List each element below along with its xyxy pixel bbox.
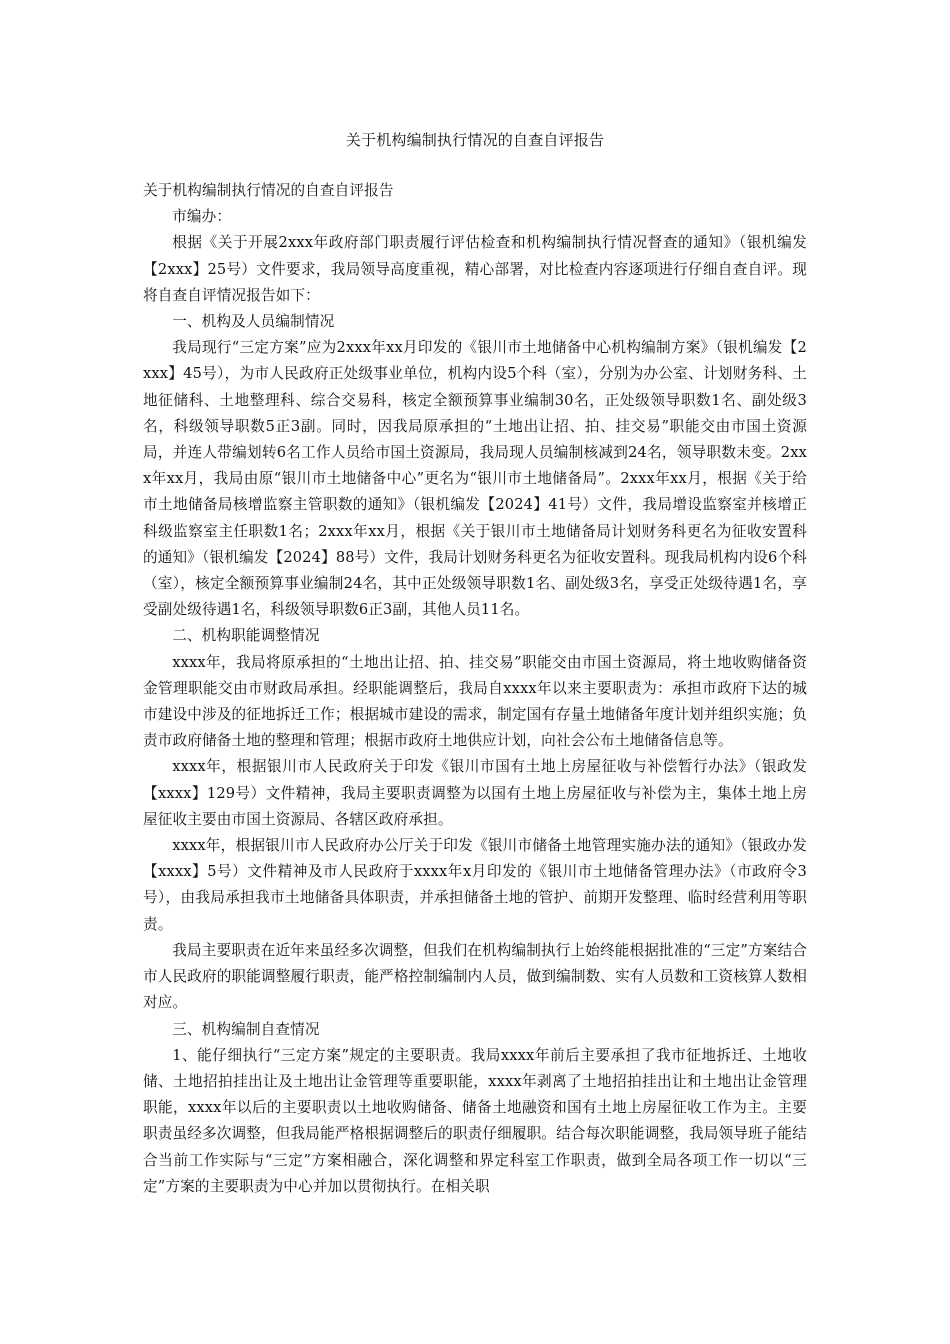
section-heading-1: 一、机构及人员编制情况 — [172, 313, 335, 331]
document-body — [143, 178, 807, 1200]
paragraph-section-2-b: xxxx年，根据银川市人民政府关于印发《银川市国有土地上房屋征收与补偿暂行办法》（银政发【xxxx】129号）文件精神，我局主要职责调整为以国有土地上房屋征收与补偿为主，集体土地上房屋征收主要由市国土资源局、各辖区政府承担。 — [143, 758, 807, 828]
salutation: 市编办： — [172, 208, 232, 226]
section-heading-3: 三、机构编制自查情况 — [172, 1020, 320, 1038]
paragraph-intro: 根据《关于开展2xxx年政府部门职责履行评估检查和机构编制执行情况督查的通知》（银机编发【2xxx】25号）文件要求，我局领导高度重视，精心部署，对比检查内容逐项进行仔细自查自评。现将自查自评情况报告如下： — [143, 234, 807, 304]
paragraph-section-1: 我局现行“三定方案”应为2xxx年xx月印发的《银川市土地储备中心机构编制方案》（银机编发【2xxx】45号），为市人民政府正处级事业单位，机构内设5个科（室），分别为办公室、计划财务科、土地征储科、土地整理科、综合交易科，核定全额预算事业编制30名，正处级领导职数1名、副处级3名，科级领导职数5正3副。同时，因我局原承担的“土地出让招、拍、挂交易”职能交由市国土资源局，并连人带编划转6名工作人员给市国土资源局，我局现人员编制核减到24名，领导职数未变。2xxx年xx月，我局由原“银川市土地储备中心”更名为“银川市土地储备局”。2xxx年xx月，根据《关于给市土地储备局核增监察主管职数的通知》（银机编发【2024】41号）文件，我局增设监察室并核增正科级监察室主任职数1名；2xxx年xx月，根据《关于银川市土地储备局计划财务科更名为征收安置科的通知》（银机编发【2024】88号）文件，我局计划财务科更名为征收安置科。现我局机构内设6个科（室），核定全额预算事业编制24名，其中正处级领导职数1名、副处级3名，享受正处级待遇1名，享受副处级待遇1名，科级领导职数6正3副，其他人员11名。 — [143, 339, 807, 619]
document-title: 关于机构编制执行情况的自查自评报告 — [345, 131, 605, 149]
paragraph-section-2-c: xxxx年，根据银川市人民政府办公厅关于印发《银川市储备土地管理实施办法的通知》（银政办发【xxxx】5号）文件精神及市人民政府于xxxx年x月印发的《银川市土地储备管理办法》（市政府令3号），由我局承担我市土地储备具体职责，并承担储备土地的管护、前期开发整理、临时经营利用等职责。 — [143, 837, 807, 933]
section-heading-2: 二、机构职能调整情况 — [172, 627, 320, 645]
paragraph-section-2-d: 我局主要职责在近年来虽经多次调整，但我们在机构编制执行上始终能根据批准的“三定”方案结合市人民政府的职能调整履行职责，能严格控制编制内人员，做到编制数、实有人员数和工资核算人数相对应。 — [143, 941, 807, 1012]
paragraph-section-3-a: 1、能仔细执行“三定方案”规定的主要职责。我局xxxx年前后主要承担了我市征地拆迁、土地收储、土地招拍挂出让及土地出让金管理等重要职能，xxxx年剥离了土地招拍挂出让和土地出让金管理职能，xxxx年以后的主要职责以土地收购储备、储备土地融资和国有土地上房屋征收工作为主。主要职责虽经多次调整，但我局能严格根据调整后的职责仔细履职。结合每次职能调整，我局领导班子能结合当前工作实际与“三定”方案相融合，深化调整和界定科室工作职责，做到全局各项工作一切以“三定”方案的主要职责为中心并加以贯彻执行。在相关职 — [143, 1046, 807, 1195]
paragraph-section-2-a: xxxx年，我局将原承担的“土地出让招、拍、挂交易”职能交由市国土资源局，将土地收购储备资金管理职能交由市财政局承担。经职能调整后，我局自xxxx年以来主要职责为：承担市政府下达的城市建设中涉及的征地拆迁工作；根据城市建设的需求，制定国有存量土地储备年度计划并组织实施；负责市政府储备土地的整理和管理；根据市政府土地供应计划，向社会公布土地储备信息等。 — [143, 653, 807, 750]
body-heading: 关于机构编制执行情况的自查自评报告 — [143, 182, 394, 199]
